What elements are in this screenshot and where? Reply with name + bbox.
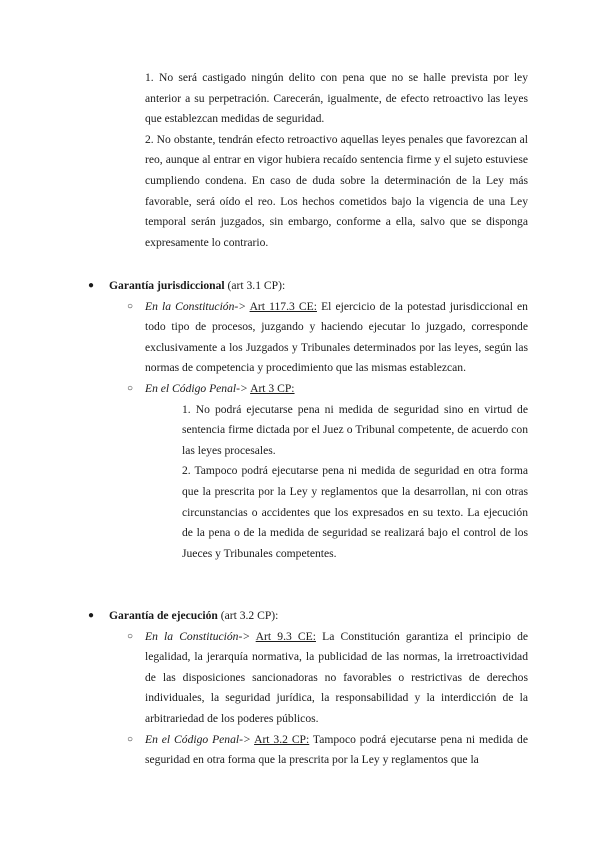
- paragraph-2: 2. Tampoco podrá ejecutarse pena ni medida de seguridad en otra forma que la prescrita por la Ley y reglamentos que la desarrollan, ni con otras circunstancias o accidentes que los expresados en su texto. La ejecución de la pena o de la medida de seguridad se realizará bajo el control de los Jueces y Tribunales competentes.: [182, 464, 528, 560]
- bullet-icon: ●: [88, 280, 95, 291]
- section-title: Garantía de ejecución: [109, 609, 218, 622]
- list-item-text: [145, 627, 528, 730]
- section-title-ref: (art 3.2 CP):: [217, 609, 279, 622]
- item-text: Tampoco podrá ejecutarse pena ni medida de seguridad en otra forma que la prescrita por la Ley y reglamentos que la: [145, 732, 528, 767]
- section-heading: [88, 606, 528, 627]
- article-reference: Art 3.2 CP:: [254, 732, 310, 746]
- circle-bullet-icon: ○: [127, 300, 134, 312]
- item-label: En el Código Penal->: [145, 732, 251, 746]
- section-heading: [88, 276, 528, 297]
- item-label: En la Constitución->: [145, 629, 251, 643]
- article-3-quote: [88, 400, 528, 565]
- article-2-quote: [145, 68, 528, 253]
- list-item: [88, 627, 528, 730]
- circle-bullet-icon: ○: [127, 733, 134, 745]
- circle-bullet-icon: ○: [127, 382, 134, 394]
- list-item: [88, 379, 528, 400]
- list-item-text: [145, 730, 528, 771]
- section-title: Garantía jurisdiccional: [109, 279, 225, 292]
- item-label: En la Constitución->: [145, 299, 247, 313]
- article-reference: Art 9.3 CE:: [255, 629, 316, 643]
- list-item: [88, 730, 528, 771]
- item-text: El ejercicio de la potestad jurisdiccional en todo tipo de procesos, juzgando y haciendo ejecutar lo juzgado, corresponde exclusivamente a los Juzgados y Tribunales determinados por las leyes, según las normas de competencia y procedimiento que las mismas establezcan.: [145, 299, 528, 375]
- section-title-ref: (art 3.1 CP):: [224, 279, 286, 292]
- item-label: En el Código Penal->: [145, 381, 248, 395]
- paragraph-2: 2. No obstante, tendrán efecto retroactivo aquellas leyes penales que favorezcan al reo, aunque al entrar en vigor hubiera recaído sentencia firme y el sujeto estuviese cumpliendo condena. En caso de duda sobre la determinación de la Ley más favorable, será oído el reo. Los hechos cometidos bajo la vigencia de una Ley temporal serán juzgados, sin embargo, conforme a ella, salvo que se disponga expresamente lo contrario.: [145, 132, 528, 249]
- section-garantia-jurisdiccional: [88, 276, 528, 564]
- list-item: [88, 297, 528, 379]
- article-reference: Art 117.3 CE:: [249, 299, 317, 313]
- bullet-icon: ●: [88, 610, 95, 621]
- article-reference: Art 3 CP:: [250, 381, 295, 395]
- paragraph-1: 1. No podrá ejecutarse pena ni medida de seguridad sino en virtud de sentencia firme dictada por el Juez o Tribunal competente, de acuerdo con las leyes procesales.: [182, 402, 528, 457]
- list-item-text: [145, 297, 528, 379]
- list-item-text: [145, 379, 528, 400]
- paragraph-1: 1. No será castigado ningún delito con pena que no se halle prevista por ley anterior a su perpetración. Carecerán, igualmente, de efecto retroactivo las leyes que establezcan medidas de seguridad.: [145, 71, 528, 126]
- item-text: La Constitución garantiza el principio de legalidad, la jerarquía normativa, la publicidad de las normas, la irretroactividad de las disposiciones sancionadoras no favorables o restrictivas de derechos individuales, la seguridad jurídica, la responsabilidad y la interdicción de la arbitrariedad de los poderes públicos.: [145, 629, 529, 725]
- circle-bullet-icon: ○: [127, 630, 134, 642]
- section-garantia-ejecucion: [88, 606, 528, 771]
